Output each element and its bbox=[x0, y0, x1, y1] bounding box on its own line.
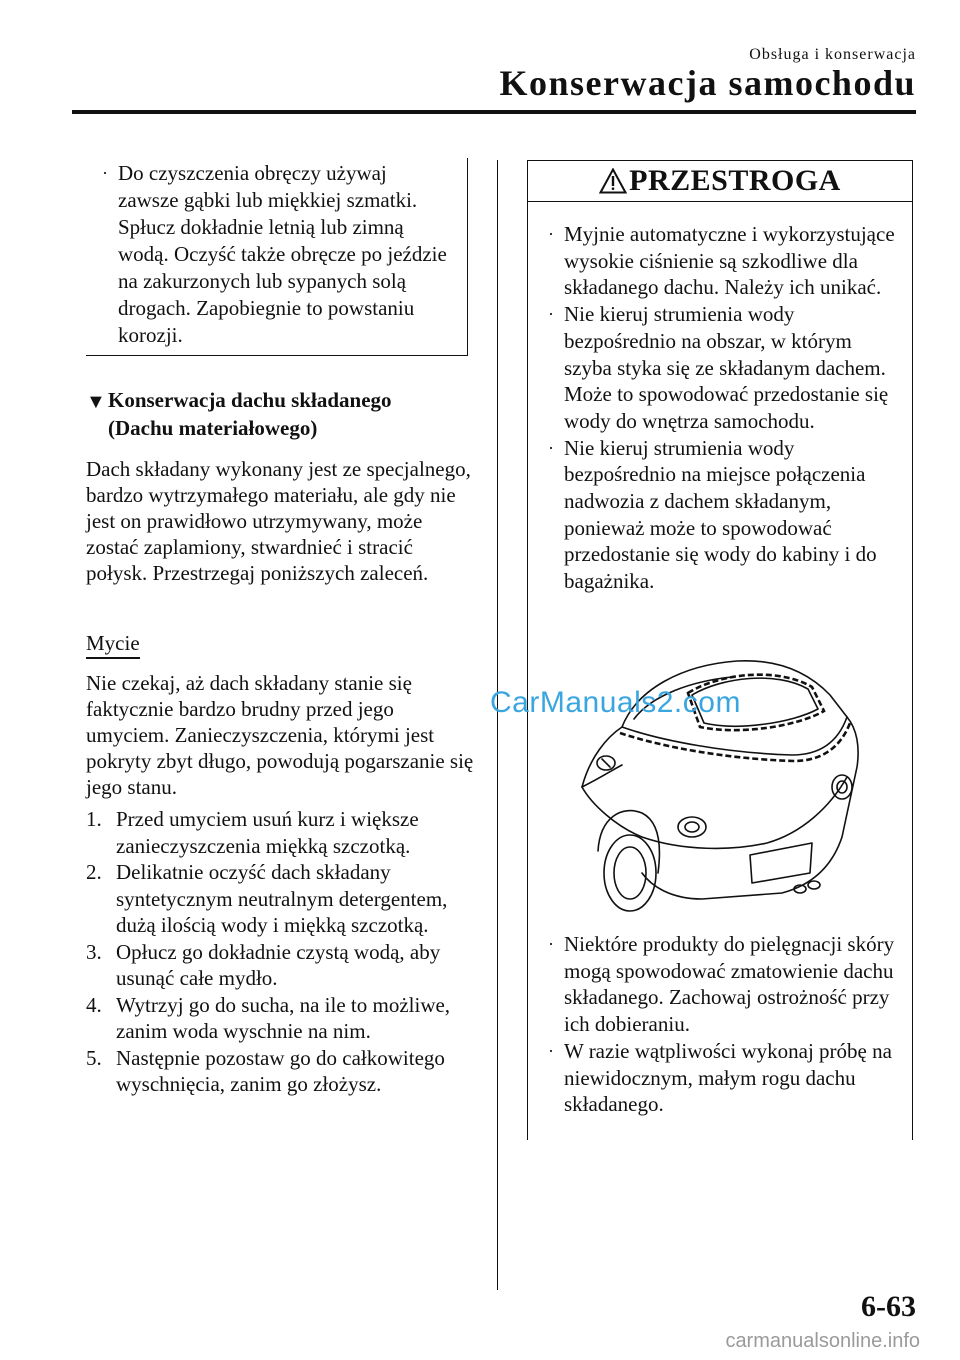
caution-bullet-list-top bbox=[546, 221, 898, 595]
step-item bbox=[86, 992, 478, 1045]
caution-bullet-text: Niektóre produkty do pielęgnacji skóry mogą spowodować zmatowienie dachu składanego. Zachowaj ostrożność przy ich dobieraniu. bbox=[564, 932, 895, 1037]
triangle-marker-icon: ▼ bbox=[86, 391, 106, 413]
step-item bbox=[86, 806, 478, 859]
bullet-dot: · bbox=[102, 163, 108, 183]
section-heading-line1: Konserwacja dachu składanego bbox=[108, 388, 392, 412]
washing-steps-list bbox=[86, 806, 478, 1098]
warning-triangle-icon bbox=[599, 168, 627, 194]
caution-title: PRZESTROGA bbox=[629, 164, 841, 197]
step-item bbox=[86, 859, 478, 939]
bullet-dot: · bbox=[548, 224, 554, 244]
step-text: Delikatnie oczyść dach składany syntetycznym neutralnym detergentem, dużą ilością wody i miękką szczotką. bbox=[116, 860, 448, 937]
bullet-dot: · bbox=[548, 934, 554, 954]
page-number: 6-63 bbox=[861, 1290, 916, 1323]
step-text: Opłucz go dokładnie czystą wodą, aby usunąć całe mydło. bbox=[116, 939, 441, 990]
washing-paragraph: Nie czekaj, aż dach składany stanie się faktycznie bardzo brudny przed jego umyciem. Zanieczyszczenia, którymi jest pokryty zbyt długo, powodują pogarszanie się jego stanu. bbox=[86, 671, 474, 799]
step-number: 3. bbox=[86, 939, 102, 964]
step-text: Przed umyciem usuń kurz i większe zanieczyszczenia miękką szczotką. bbox=[116, 807, 419, 858]
page-title: Konserwacja samochodu bbox=[499, 63, 916, 103]
section-heading-line2: (Dachu materiałowego) bbox=[108, 416, 318, 440]
step-number: 4. bbox=[86, 992, 102, 1017]
step-text: Następnie pozostaw go do całkowitego wyschnięcia, zanim go złożysz. bbox=[116, 1045, 445, 1096]
footer-url: carmanualsonline.info bbox=[725, 1330, 920, 1352]
header-section-label: Obsługa i konserwacja bbox=[749, 46, 916, 63]
caution-bullet-text: Nie kieruj strumienia wody bezpośrednio na miejsce połączenia nadwozia z dachem składanym, ponieważ może to spowodować przedostanie się wody do kabiny i do bagażnika. bbox=[564, 435, 877, 594]
bullet-dot: · bbox=[548, 437, 554, 458]
column-divider bbox=[497, 160, 498, 1290]
bullet-dot: · bbox=[548, 1040, 554, 1061]
note-bullet-text: Do czyszczenia obręczy używaj zawsze gąbki lub miękkiej szmatki. Spłucz dokładnie letnią lub zimną wodą. Oczyść także obręcze po jeździe na zakurzonych lub sypanych solą drogach. Zapobiegnie to powstaniu korozji. bbox=[118, 161, 447, 347]
caution-bullet-text: W razie wątpliwości wykonaj próbę na niewidocznym, małym rogu dachu składanego. bbox=[564, 1038, 892, 1117]
header-rule bbox=[72, 110, 916, 114]
list-item bbox=[546, 221, 898, 301]
step-text: Wytrzyj go do sucha, na ile to możliwe, zanim woda wyschnie na nim. bbox=[116, 992, 451, 1043]
list-item bbox=[546, 1038, 898, 1118]
list-item bbox=[546, 301, 898, 435]
wheel-cleaning-note-box bbox=[86, 158, 468, 356]
caution-bullet-list-bottom bbox=[546, 931, 898, 1118]
step-number: 2. bbox=[86, 860, 102, 884]
caution-header bbox=[528, 161, 912, 202]
caution-box bbox=[527, 160, 913, 1140]
caution-bullet-text: Myjnie automatyczne i wykorzystujące wysokie ciśnienie są szkodliwe dla składanego dachu. Należy ich unikać. bbox=[564, 222, 895, 300]
step-item bbox=[86, 1045, 478, 1098]
list-item bbox=[546, 931, 898, 1038]
list-item bbox=[546, 435, 898, 595]
section-heading bbox=[86, 386, 476, 442]
step-item bbox=[86, 939, 478, 992]
bullet-dot: · bbox=[548, 304, 554, 325]
car-roof-illustration bbox=[562, 637, 862, 917]
washing-subheading: Mycie bbox=[86, 630, 140, 659]
step-number: 5. bbox=[86, 1045, 102, 1070]
caution-bullet-text: Nie kieruj strumienia wody bezpośrednio na obszar, w którym szyba styka się ze składanym dachem. Może to spowodować przedostanie się wody do wnętrza samochodu. bbox=[564, 302, 889, 433]
list-item bbox=[100, 160, 450, 349]
watermark: CarManuals2.com bbox=[490, 686, 741, 719]
intro-paragraph: Dach składany wykonany jest ze specjalnego, bardzo wytrzymałego materiału, ale gdy nie jest on prawidłowo utrzymywany, może zostać zaplamiony, stwardnieć i stracić połysk. Przestrzegaj poniższych zaleceń. bbox=[86, 457, 471, 585]
note-bullet-list bbox=[100, 160, 450, 349]
step-number: 1. bbox=[86, 807, 102, 831]
